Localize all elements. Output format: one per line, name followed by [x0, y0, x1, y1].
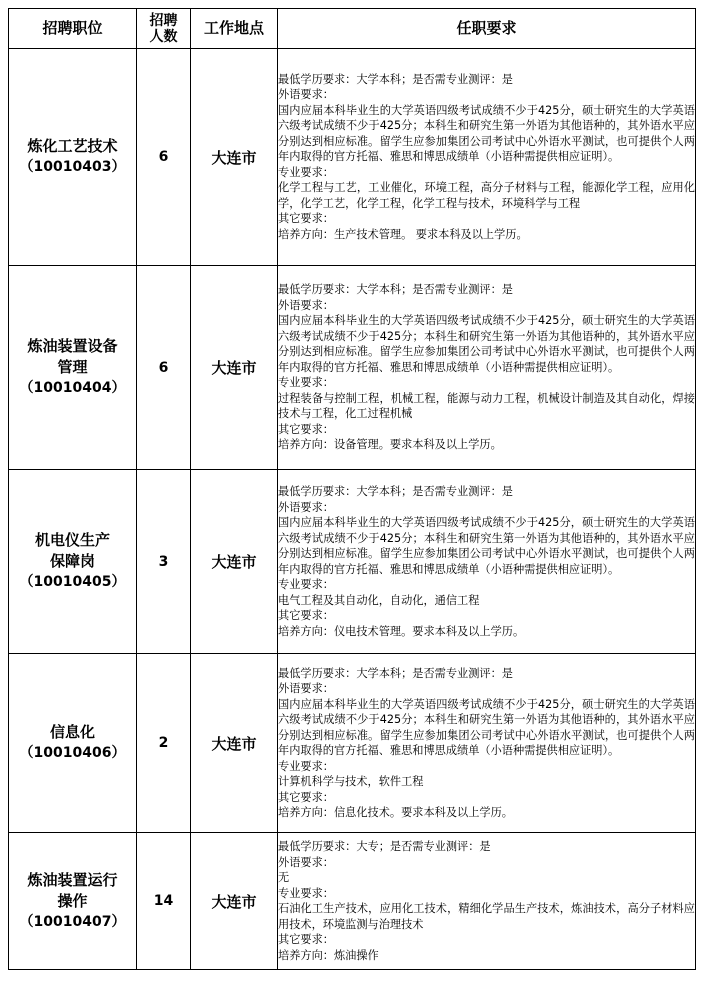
work-location: 大连市 [191, 49, 278, 266]
headcount: 6 [137, 49, 191, 266]
work-location: 大连市 [191, 266, 278, 470]
headcount: 14 [137, 833, 191, 970]
job-table [8, 8, 696, 970]
language-label: 外语要求： [278, 88, 334, 102]
headcount: 2 [137, 654, 191, 833]
headcount: 6 [137, 266, 191, 470]
position-code: （10010404） [19, 380, 126, 396]
major-label: 专业要求： [278, 578, 334, 591]
other-label: 其它要求： [278, 933, 334, 946]
other-label: 其它要求： [278, 790, 334, 804]
training-direction: 培养方向：生产技术管理。 要求本科及以上学历。 [278, 227, 528, 241]
requirements-cell [278, 49, 696, 266]
requirements-cell [278, 470, 696, 654]
position-cell [9, 833, 137, 970]
training-direction: 培养方向：炼油操作 [278, 948, 379, 962]
language-label: 外语要求： [278, 298, 334, 312]
work-location: 大连市 [191, 833, 278, 970]
requirements-cell [278, 833, 696, 970]
major-requirement: 计算机科学与技术，软件工程 [278, 775, 424, 788]
major-label: 专业要求： [278, 376, 334, 390]
position-cell [9, 266, 137, 470]
language-requirement: 国内应届本科毕业生的大学英语四级考试成绩不少于425分，硕士研究生的大学英语六级考试成绩不少于425分；本科生和研究生第一外语为其他语种的，其外语水平应分别达到相应标准。留学生应参加集团公司考试中心外语水平测试，也可提供个人两年内取得的官方托福、雅思和博思成绩单（小语种需提供相应证明）。 [278, 516, 695, 576]
header-count-line1: 招聘 [149, 12, 178, 29]
position-code: （10010405） [19, 574, 126, 590]
training-direction: 培养方向：仪电技术管理。要求本科及以上学历。 [278, 624, 525, 638]
education-requirement: 最低学历要求：大学本科；是否需专业测评：是 [278, 666, 513, 680]
table-row [9, 266, 696, 470]
training-direction: 培养方向：设备管理。要求本科及以上学历。 [278, 438, 502, 452]
education-requirement: 最低学历要求：大学本科；是否需专业测评：是 [278, 485, 513, 498]
education-requirement: 最低学历要求：大学本科；是否需专业测评：是 [278, 72, 513, 86]
table-row [9, 833, 696, 970]
position-title-line2: 管理 [57, 358, 88, 376]
requirements-cell [278, 266, 696, 470]
other-label: 其它要求： [278, 609, 334, 622]
language-requirement: 国内应届本科毕业生的大学英语四级考试成绩不少于425分，硕士研究生的大学英语六级考试成绩不少于425分；本科生和研究生第一外语为其他语种的，其外语水平应分别达到相应标准。留学生应参加集团公司考试中心外语水平测试，也可提供个人两年内取得的官方托福、雅思和博思成绩单（小语种需提供相应证明）。 [278, 103, 695, 164]
position-title-line2: 保障岗 [49, 552, 95, 570]
position-cell [9, 49, 137, 266]
language-requirement: 国内应届本科毕业生的大学英语四级考试成绩不少于425分，硕士研究生的大学英语六级考试成绩不少于425分；本科生和研究生第一外语为其他语种的，其外语水平应分别达到相应标准。留学生应参加集团公司考试中心外语水平测试，也可提供个人两年内取得的官方托福、雅思和博思成绩单（小语种需提供相应证明）。 [278, 314, 695, 374]
header-row [9, 9, 696, 49]
position-code: （10010403） [19, 159, 126, 175]
header-requirements: 任职要求 [278, 9, 696, 49]
major-label: 专业要求： [278, 886, 334, 900]
position-title-line1: 机电仪生产 [34, 531, 110, 549]
header-count [137, 9, 191, 49]
major-requirement: 化学工程与工艺，工业催化，环境工程，高分子材料与工程，能源化学工程，应用化学，化学工艺，化学工程，化学工程与技术，环境科学与工程 [278, 181, 695, 210]
position-cell [9, 470, 137, 654]
position-title: 炼化工艺技术 [27, 137, 118, 155]
position-code: （10010406） [19, 745, 126, 761]
position-title-line2: 操作 [57, 891, 88, 910]
education-requirement: 最低学历要求：大专；是否需专业测评：是 [278, 840, 491, 853]
requirements-cell [278, 654, 696, 833]
position-title: 信息化 [49, 723, 95, 741]
other-label: 其它要求： [278, 422, 334, 436]
language-label: 外语要求： [278, 855, 334, 869]
language-label: 外语要求： [278, 682, 334, 695]
header-location: 工作地点 [191, 9, 278, 49]
table-row [9, 49, 696, 266]
table-row [9, 654, 696, 833]
major-label: 专业要求： [278, 759, 334, 773]
education-requirement: 最低学历要求：大学本科；是否需专业测评：是 [278, 283, 513, 297]
training-direction: 培养方向：信息化技术。要求本科及以上学历。 [278, 806, 513, 819]
work-location: 大连市 [191, 654, 278, 833]
work-location: 大连市 [191, 470, 278, 654]
header-position: 招聘职位 [9, 9, 137, 49]
language-requirement: 无 [278, 871, 290, 884]
headcount: 3 [137, 470, 191, 654]
table-row [9, 470, 696, 654]
major-requirement: 石油化工生产技术，应用化工技术，精细化学品生产技术，炼油技术，高分子材料应用技术，环境监测与治理技术 [278, 902, 695, 931]
position-code: （10010407） [19, 913, 126, 930]
language-label: 外语要求： [278, 500, 334, 514]
position-title-line1: 炼油装置设备 [27, 337, 118, 355]
major-requirement: 过程装备与控制工程，机械工程，能源与动力工程，机械设计制造及其自动化，焊接技术与工程，化工过程机械 [278, 391, 695, 421]
position-cell [9, 654, 137, 833]
header-count-line2: 人数 [149, 28, 178, 45]
language-requirement: 国内应届本科毕业生的大学英语四级考试成绩不少于425分，硕士研究生的大学英语六级考试成绩不少于425分；本科生和研究生第一外语为其他语种的，其外语水平应分别达到相应标准。留学生应参加集团公司考试中心外语水平测试，也可提供个人两年内取得的官方托福、雅思和博思成绩单（小语种需提供相应证明）。 [278, 697, 695, 757]
major-label: 专业要求： [278, 165, 334, 179]
other-label: 其它要求： [278, 212, 334, 226]
position-title-line1: 炼油装置运行 [27, 870, 118, 889]
major-requirement: 电气工程及其自动化，自动化，通信工程 [278, 593, 480, 607]
